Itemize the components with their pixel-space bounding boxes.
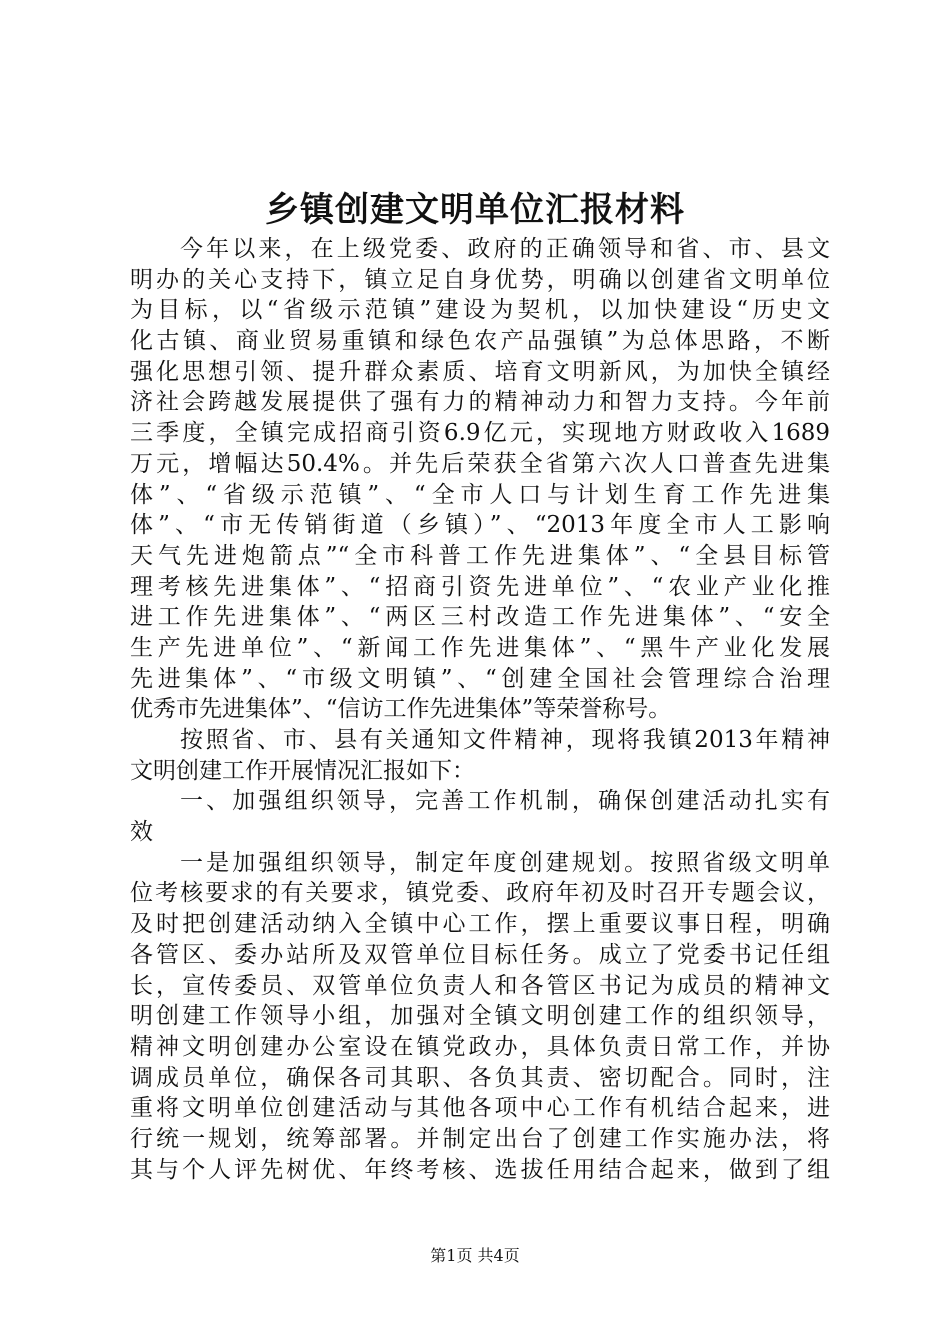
text-line: 济社会跨越发展提供了强有力的精神动力和智力支持。今年前 [130,389,830,416]
text-line: 进工作先进集体”、“两区三村改造工作先进集体”、“安全 [130,604,830,631]
document-body [130,234,830,1185]
text-line: 生产先进单位”、“新闻工作先进集体”、“黑牛产业化发展 [130,634,830,661]
text-line: 优秀市先进集体”、“信访工作先进集体”等荣誉称号。 [130,696,672,723]
text-line: 按照省、市、县有关通知文件精神，现将我镇2013年精神 [180,727,830,753]
text-line: 理考核先进集体”、“招商引资先进单位”、“农业产业化推 [130,573,830,600]
text-line: 体”、“省级示范镇”、“全市人口与计划生育工作先进集 [130,481,830,508]
text-line: 万元，增幅达50.4%。并先后荣获全省第六次人口普查先进集 [130,450,830,477]
text-line: 化古镇、商业贸易重镇和绿色农产品强镇”为总体思路，不断 [130,328,830,355]
text-line: 今年以来，在上级党委、政府的正确领导和省、市、县文 [180,236,830,262]
text-line: 一是加强组织领导，制定年度创建规划。按照省级文明单 [180,849,830,876]
text-line: 精神文明创建办公室设在镇党政办，具体负责日常工作，并协 [130,1033,830,1060]
text-line: 天气先进炮箭点”“全市科普工作先进集体”、“全县目标管 [130,542,830,569]
text-line: 行统一规划，统筹部署。并制定出台了创建工作实施办法，将 [130,1125,830,1152]
text-line: 长，宣传委员、双管单位负责人和各管区书记为成员的精神文 [130,972,830,999]
text-line: 效 [130,819,153,846]
text-line: 重将文明单位创建活动与其他各项中心工作有机结合起来，进 [130,1095,830,1122]
document-title: 乡镇创建文明单位汇报材料 [265,190,685,230]
text-line: 先进集体”、“市级文明镇”、“创建全国社会管理综合治理 [130,665,830,692]
text-line: 文明创建工作开展情况汇报如下： [130,757,475,784]
text-line: 一、加强组织领导，完善工作机制，确保创建活动扎实有 [180,788,830,815]
text-line: 明创建工作领导小组，加强对全镇文明创建工作的组织领导， [130,1003,830,1030]
text-line: 调成员单位，确保各司其职、各负其责、密切配合。同时，注 [130,1064,830,1091]
text-line: 及时把创建活动纳入全镇中心工作，摆上重要议事日程，明确 [130,911,830,938]
text-line: 各管区、委办站所及双管单位目标任务。成立了党委书记任组 [130,941,830,968]
text-line: 其与个人评先树优、年终考核、选拔任用结合起来，做到了组 [130,1156,830,1183]
text-line: 强化思想引领、提升群众素质、培育文明新风，为加快全镇经 [130,358,830,385]
text-line: 为目标，以“省级示范镇”建设为契机，以加快建设“历史文 [130,297,830,324]
page-footer: 第1页 共4页 [430,1246,520,1265]
text-line: 明办的关心支持下，镇立足自身优势，明确以创建省文明单位 [130,266,830,293]
text-line: 体”、“市无传销街道（乡镇）”、“2013年度全市人工影响 [130,512,830,539]
text-line: 位考核要求的有关要求，镇党委、政府年初及时召开专题会议， [130,880,830,907]
text-line: 三季度，全镇完成招商引资6.9亿元，实现地方财政收入1689 [130,420,830,447]
